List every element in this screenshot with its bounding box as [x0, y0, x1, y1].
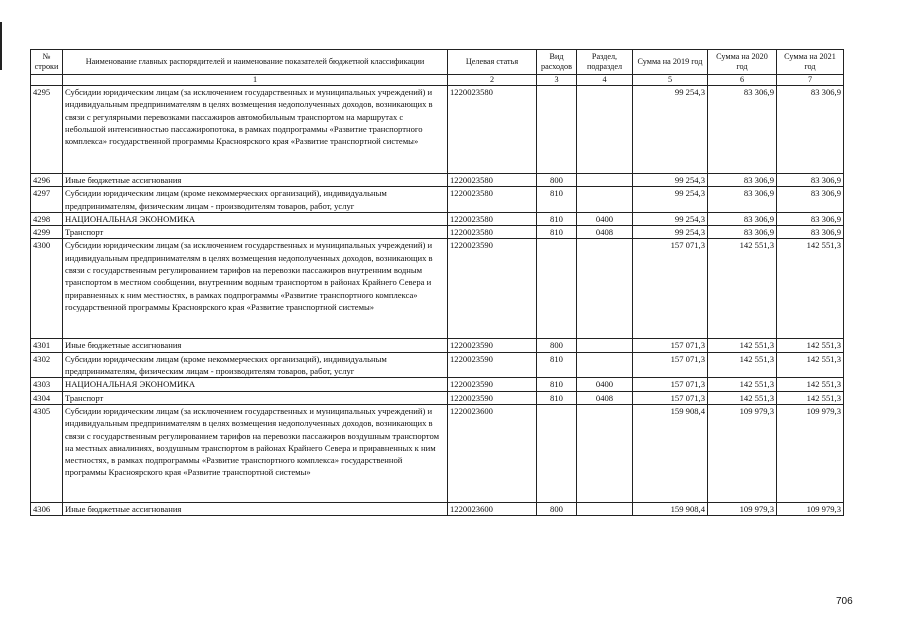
row-number: 4305: [31, 404, 63, 502]
column-number: 1: [63, 75, 448, 86]
row-sum-2021: 142 551,3: [777, 239, 844, 339]
header-target-article: Целевая статья: [448, 50, 537, 75]
row-name: Иные бюджетные ассигнования: [63, 502, 448, 515]
column-number: 7: [777, 75, 844, 86]
row-sum-2019: 159 908,4: [633, 404, 708, 502]
row-sum-2020: 142 551,3: [708, 391, 777, 404]
row-section: 0400: [577, 212, 633, 225]
row-expense-type: [537, 239, 577, 339]
column-number: 5: [633, 75, 708, 86]
row-expense-type: 810: [537, 187, 577, 213]
table-row: [31, 212, 844, 225]
header-expense-type: Вид расходов: [537, 50, 577, 75]
row-number: 4303: [31, 378, 63, 391]
row-expense-type: 800: [537, 339, 577, 352]
row-section: [577, 239, 633, 339]
row-sum-2019: 159 908,4: [633, 502, 708, 515]
scan-edge-mark: [0, 22, 2, 70]
row-name: Иные бюджетные ассигнования: [63, 339, 448, 352]
row-sum-2019: 157 071,3: [633, 391, 708, 404]
row-sum-2020: 83 306,9: [708, 174, 777, 187]
row-sum-2021: 142 551,3: [777, 378, 844, 391]
row-number: 4299: [31, 226, 63, 239]
row-sum-2019: 157 071,3: [633, 239, 708, 339]
row-number: 4306: [31, 502, 63, 515]
row-name: НАЦИОНАЛЬНАЯ ЭКОНОМИКА: [63, 212, 448, 225]
row-name: Транспорт: [63, 226, 448, 239]
row-expense-type: 810: [537, 212, 577, 225]
row-sum-2021: 142 551,3: [777, 339, 844, 352]
row-number: 4295: [31, 86, 63, 174]
row-sum-2020: 142 551,3: [708, 339, 777, 352]
row-section: [577, 187, 633, 213]
row-number: 4304: [31, 391, 63, 404]
table-row: [31, 174, 844, 187]
row-target-article: 1220023600: [448, 502, 537, 515]
row-name: Транспорт: [63, 391, 448, 404]
row-target-article: 1220023580: [448, 226, 537, 239]
row-target-article: 1220023590: [448, 391, 537, 404]
row-section: 0408: [577, 226, 633, 239]
row-sum-2021: 83 306,9: [777, 212, 844, 225]
row-name: Субсидии юридическим лицам (за исключением государственных и муниципальных учреждений) и индивидуальным предпринимателям в целях возмещения недополученных доходов, возникающих в связи с государственным регулированием тарифов на перевозки пассажиров воздушным транспортом на местных авиалиниях, воздушным транспортом в районах Крайнего Севера и приравненных к ним местностях, в рамках подпрограммы «Развитие транспортного комплекса» государственной программы Красноярского края «Развитие транспортной системы»: [63, 404, 448, 502]
row-name: Субсидии юридическим лицам (за исключением государственных и муниципальных учреждений) и индивидуальным предпринимателям в целях возмещения недополученных доходов, возникающих в связи с государственным регулированием тарифов на перевозки пассажиров внутренним водным транспортом в местном сообщении, внутренним водным транспортом в районах Крайнего Севера и приравненных к ним местностях, в рамках подпрограммы «Развитие транспортного комплекса» государственной программы Красноярского края «Развитие транспортной системы»: [63, 239, 448, 339]
row-expense-type: 800: [537, 502, 577, 515]
row-expense-type: 800: [537, 174, 577, 187]
row-target-article: 1220023590: [448, 378, 537, 391]
row-sum-2020: 83 306,9: [708, 212, 777, 225]
header-section: Раздел, подраздел: [577, 50, 633, 75]
row-expense-type: [537, 86, 577, 174]
row-sum-2021: 83 306,9: [777, 187, 844, 213]
row-name: НАЦИОНАЛЬНАЯ ЭКОНОМИКА: [63, 378, 448, 391]
row-sum-2020: 109 979,3: [708, 502, 777, 515]
row-target-article: 1220023590: [448, 352, 537, 378]
table-row: [31, 352, 844, 378]
row-target-article: 1220023600: [448, 404, 537, 502]
row-sum-2020: 109 979,3: [708, 404, 777, 502]
row-sum-2019: 157 071,3: [633, 339, 708, 352]
row-sum-2020: 142 551,3: [708, 239, 777, 339]
row-expense-type: 810: [537, 226, 577, 239]
row-number: 4296: [31, 174, 63, 187]
row-sum-2021: 109 979,3: [777, 502, 844, 515]
column-number: 2: [448, 75, 537, 86]
row-sum-2019: 99 254,3: [633, 174, 708, 187]
row-sum-2021: 142 551,3: [777, 352, 844, 378]
row-sum-2021: 83 306,9: [777, 86, 844, 174]
row-name: Субсидии юридическим лицам (кроме некоммерческих организаций), индивидуальным предпринимателям, физическим лицам - производителям товаров, работ, услуг: [63, 187, 448, 213]
table-row: [31, 502, 844, 515]
row-number: 4297: [31, 187, 63, 213]
row-section: [577, 404, 633, 502]
row-sum-2019: 157 071,3: [633, 352, 708, 378]
row-sum-2020: 83 306,9: [708, 187, 777, 213]
row-expense-type: 810: [537, 378, 577, 391]
row-target-article: 1220023590: [448, 239, 537, 339]
row-expense-type: 810: [537, 352, 577, 378]
row-sum-2021: 109 979,3: [777, 404, 844, 502]
row-target-article: 1220023580: [448, 174, 537, 187]
row-sum-2019: 99 254,3: [633, 86, 708, 174]
row-sum-2021: 142 551,3: [777, 391, 844, 404]
page-number: 706: [836, 596, 853, 607]
table-row: [31, 187, 844, 213]
row-sum-2021: 83 306,9: [777, 174, 844, 187]
row-sum-2020: 83 306,9: [708, 226, 777, 239]
column-number: [31, 75, 63, 86]
column-number: 6: [708, 75, 777, 86]
row-name: Субсидии юридическим лицам (за исключением государственных и муниципальных учреждений) и индивидуальным предпринимателям в целях возмещения недополученных доходов, возникающих в связи с регулярными перевозками пассажиров автомобильным транспортом на маршрутах с небольшой интенсивностью пассажиропотока, в рамках подпрограммы «Развитие транспортного комплекса» государственной программы Красноярского края «Развитие транспортной системы»: [63, 86, 448, 174]
row-expense-type: [537, 404, 577, 502]
row-sum-2020: 142 551,3: [708, 378, 777, 391]
table-row: [31, 226, 844, 239]
row-number: 4300: [31, 239, 63, 339]
budget-table: [30, 49, 844, 516]
table-row: [31, 378, 844, 391]
row-section: [577, 86, 633, 174]
row-sum-2020: 83 306,9: [708, 86, 777, 174]
row-number: 4302: [31, 352, 63, 378]
row-section: 0408: [577, 391, 633, 404]
row-section: [577, 174, 633, 187]
header-row-number: № строки: [31, 50, 63, 75]
row-sum-2021: 83 306,9: [777, 226, 844, 239]
row-number: 4298: [31, 212, 63, 225]
row-target-article: 1220023580: [448, 86, 537, 174]
table-row: [31, 239, 844, 339]
row-target-article: 1220023590: [448, 339, 537, 352]
header-sum-2020: Сумма на 2020 год: [708, 50, 777, 75]
table-row: [31, 86, 844, 174]
row-section: [577, 339, 633, 352]
row-section: [577, 352, 633, 378]
row-sum-2020: 142 551,3: [708, 352, 777, 378]
row-target-article: 1220023580: [448, 187, 537, 213]
row-number: 4301: [31, 339, 63, 352]
column-number: 4: [577, 75, 633, 86]
row-sum-2019: 157 071,3: [633, 378, 708, 391]
table-row: [31, 404, 844, 502]
row-name: Иные бюджетные ассигнования: [63, 174, 448, 187]
header-name: Наименование главных распорядителей и наименование показателей бюджетной классификации: [63, 50, 448, 75]
column-number-row: [31, 75, 844, 86]
row-sum-2019: 99 254,3: [633, 187, 708, 213]
row-target-article: 1220023580: [448, 212, 537, 225]
table-row: [31, 391, 844, 404]
column-number: 3: [537, 75, 577, 86]
table-header-row: [31, 50, 844, 75]
row-sum-2019: 99 254,3: [633, 226, 708, 239]
header-sum-2021: Сумма на 2021 год: [777, 50, 844, 75]
row-expense-type: 810: [537, 391, 577, 404]
header-sum-2019: Сумма на 2019 год: [633, 50, 708, 75]
row-section: 0400: [577, 378, 633, 391]
row-name: Субсидии юридическим лицам (кроме некоммерческих организаций), индивидуальным предпринимателям, физическим лицам - производителям товаров, работ, услуг: [63, 352, 448, 378]
table-row: [31, 339, 844, 352]
row-sum-2019: 99 254,3: [633, 212, 708, 225]
row-section: [577, 502, 633, 515]
